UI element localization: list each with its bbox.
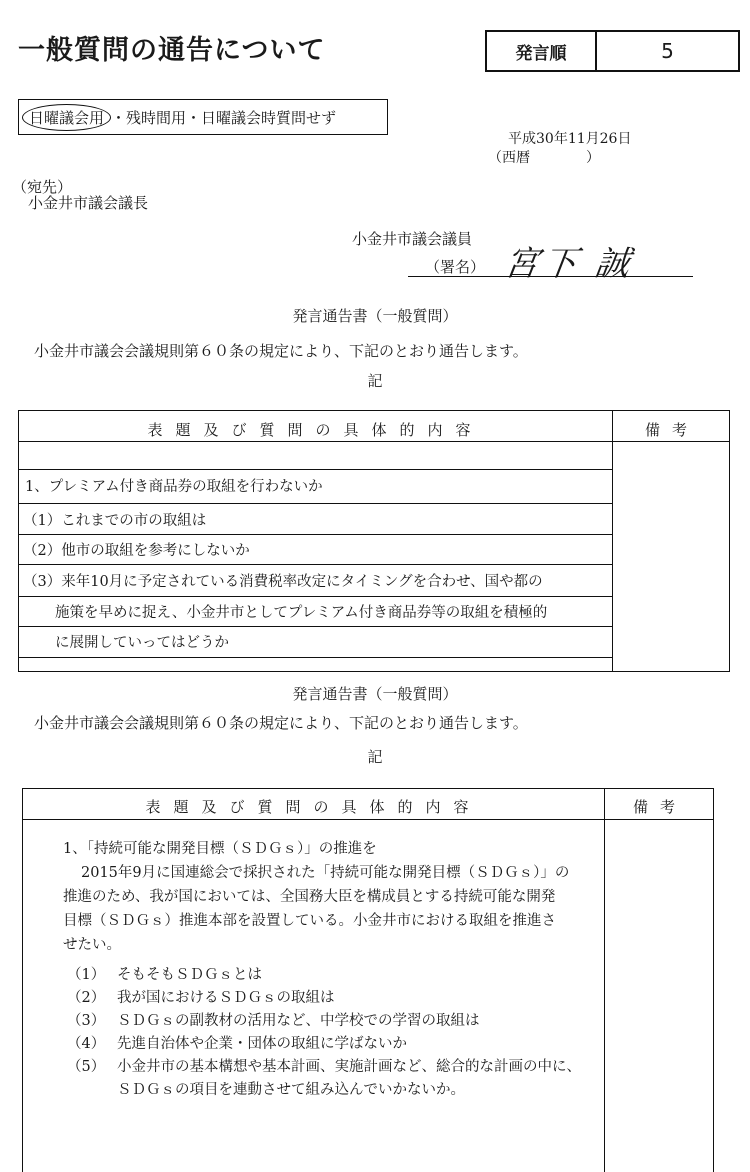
- table-row: （2）他市の取組を参考にしないか: [23, 543, 250, 559]
- signature-line: [408, 276, 693, 277]
- table-row: （3）来年10月に予定されている消費税率改定にタイミングを合わせ、国や都の: [23, 574, 543, 590]
- question-text: 先進自治体や企業・団体の取組に学ばないか: [117, 1036, 407, 1052]
- question-text: ＳＤＧｓの副教材の活用など、中学校での学習の取組は: [117, 1013, 480, 1029]
- section2-rule-text: 小金井市議会会議規則第６０条の規定により、下記のとおり通告します。: [34, 714, 528, 732]
- question-number: （4）: [67, 1036, 106, 1052]
- section1-rule-text: 小金井市議会会議規則第６０条の規定により、下記のとおり通告します。: [34, 342, 528, 360]
- section2-head-main: 表題及び質問の具体的内容: [145, 798, 482, 816]
- table-row-rule: [19, 469, 612, 470]
- western-date: （西暦 ）: [488, 150, 600, 166]
- table-row-rule: [19, 503, 612, 504]
- question-text: 我が国におけるＳＤＧｓの取組は: [117, 990, 335, 1006]
- question-text: そもそもＳＤＧｓとは: [117, 967, 262, 983]
- table-header-rule: [19, 441, 729, 442]
- speaking-order-label: 発言順: [487, 32, 597, 70]
- table-row-rule: [19, 626, 612, 627]
- session-options-box: [18, 99, 388, 135]
- section2-table: [22, 788, 714, 1172]
- intro-line: 2015年9月に国連総会で採択された「持続可能な開発目標（ＳＤＧｓ）」の: [81, 865, 570, 881]
- question-number: （2）: [67, 990, 106, 1006]
- section1-head-note: 備考: [644, 421, 699, 439]
- other-options: ・残時間用・日曜議会時質問せず: [111, 108, 337, 127]
- submission-date: 平成30年11月26日: [508, 131, 632, 147]
- section2-doc-title: 発言通告書（一般質問）: [292, 685, 458, 703]
- section2-head-note: 備考: [632, 798, 687, 816]
- handwritten-signature: 宮下 誠: [501, 244, 637, 284]
- speaking-order-box: [485, 30, 740, 72]
- signature-label: （署名）: [425, 258, 486, 276]
- table-row-rule: [19, 564, 612, 565]
- recipient-label: （宛先）: [12, 178, 73, 196]
- table-column-divider: [604, 789, 605, 1172]
- question-heading: 1、「持続可能な開発目標（ＳＤＧｓ）」の推進を: [63, 841, 377, 857]
- section1-table: [18, 410, 730, 672]
- intro-line: 目標（ＳＤＧｓ）推進本部を設置している。小金井市における取組を推進さ: [63, 913, 556, 929]
- question-text-continued: ＳＤＧｓの項目を連動させて組み込んでいかないか。: [117, 1082, 465, 1098]
- section1-head-main: 表題及び質問の具体的内容: [147, 421, 484, 439]
- question-text: 小金井市の基本構想や基本計画、実施計画など、総合的な計画の中に、: [117, 1059, 581, 1075]
- question-number: （1）: [67, 967, 106, 983]
- section1-ki: 記: [367, 372, 383, 390]
- section1-doc-title: 発言通告書（一般質問）: [292, 307, 458, 325]
- section2-ki: 記: [367, 748, 383, 766]
- table-header-rule: [23, 819, 713, 820]
- page-title: 一般質問の通告について: [18, 35, 326, 66]
- table-row: （1）これまでの市の取組は: [23, 513, 207, 529]
- selected-option: 日曜議会用: [22, 104, 111, 131]
- member-title: 小金井市議会議員: [352, 230, 473, 248]
- intro-line: せたい。: [63, 937, 121, 953]
- speaking-order-value: 5: [661, 39, 674, 63]
- recipient-name: 小金井市議会議長: [28, 194, 149, 212]
- question-number: （3）: [67, 1013, 106, 1029]
- table-row: に展開していってはどうか: [55, 635, 229, 651]
- intro-line: 推進のため、我が国においては、全国務大臣を構成員とする持続可能な開発: [63, 889, 556, 905]
- table-row: 1、プレミアム付き商品券の取組を行わないか: [25, 479, 323, 495]
- question-number: （5）: [67, 1059, 106, 1075]
- table-row-rule: [19, 534, 612, 535]
- table-column-divider: [612, 411, 613, 671]
- table-row: 施策を早めに捉え、小金井市としてプレミアム付き商品券等の取組を積極的: [55, 605, 548, 621]
- table-row-rule: [19, 596, 612, 597]
- table-row-rule: [19, 657, 612, 658]
